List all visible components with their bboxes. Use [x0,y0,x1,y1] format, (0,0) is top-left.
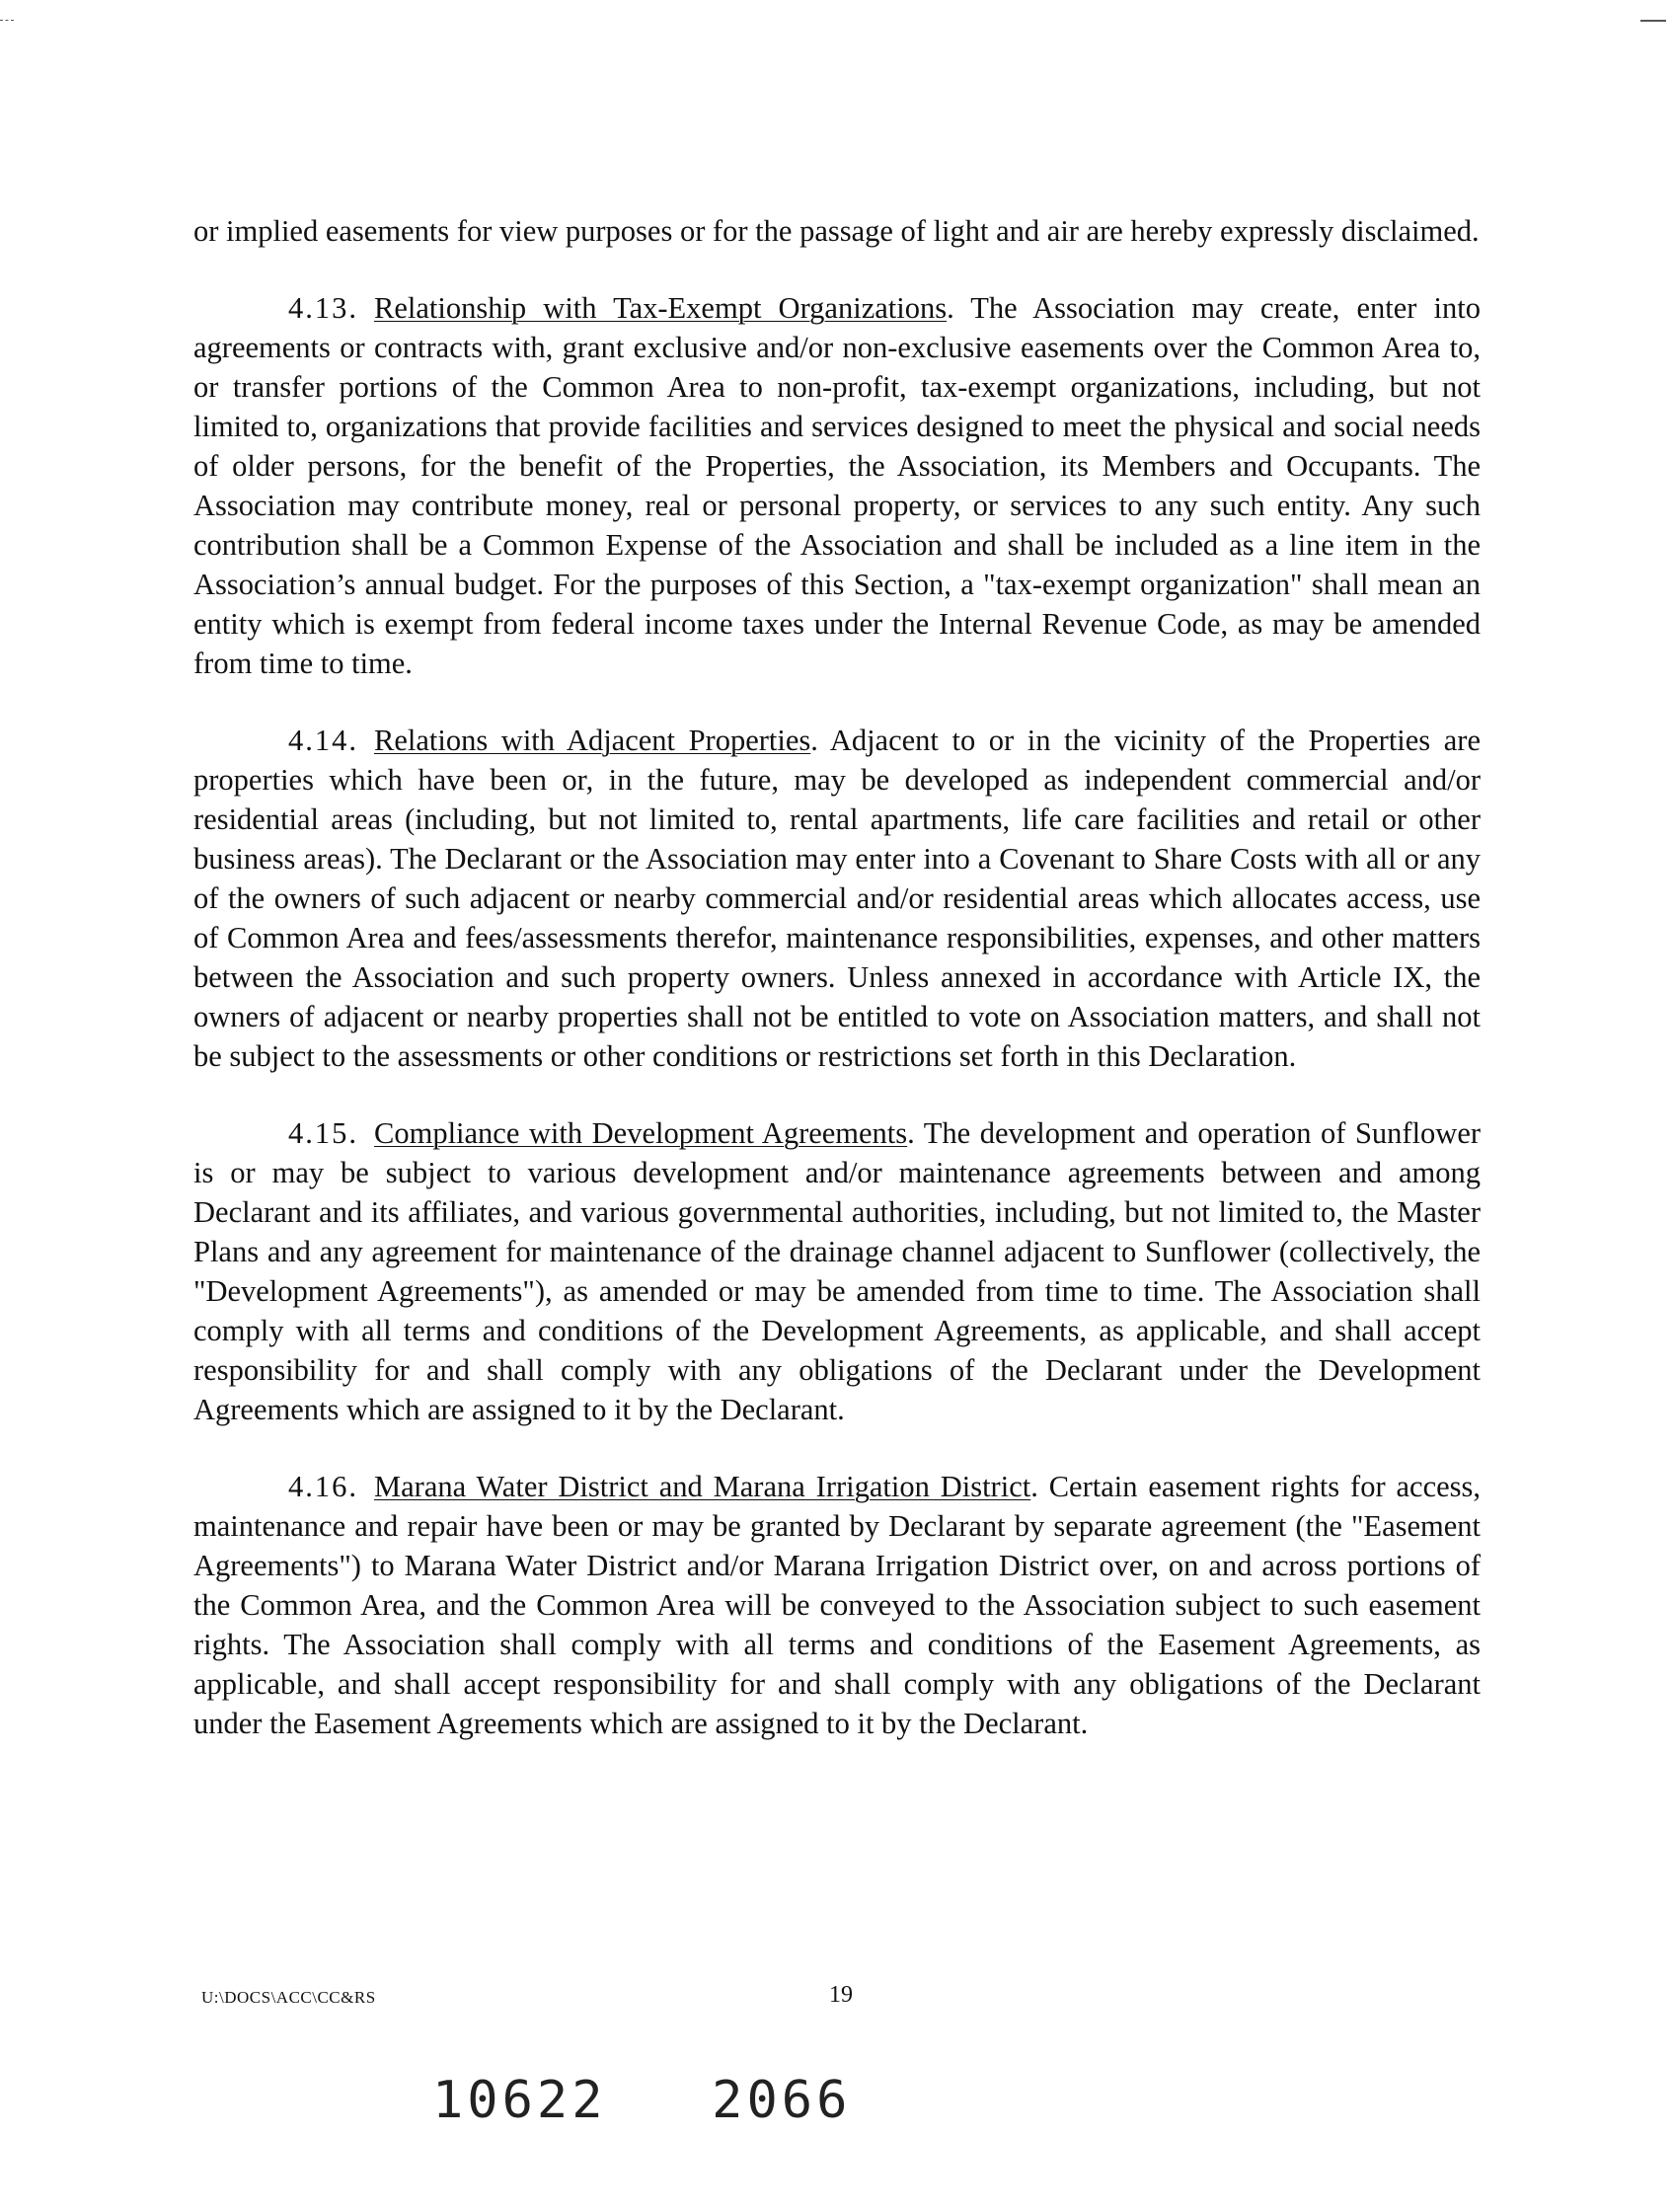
footer-file-path: U:\DOCS\ACC\CC&RS [201,1988,376,2007]
section-body: Adjacent to or in the vicinity of the Properties are properties which have been or, in the future, may be developed as independent commercial and/or residential areas (including, but not limited to, rental apartments, life care facilities and retail or other business areas). The Declarant or the Association may enter into a Covenant to Share Costs with all or any of the owners of such adjacent or nearby commercial and/or residential areas which allocates access, use of Common Area and fees/assessments therefor, maintenance responsibilities, expenses, and other matters between the Association and such property owners. Unless annexed in accordance with Article IX, the owners of adjacent or nearby properties shall not be entitled to vote on Association matters, and shall not be subject to the assessments or other conditions or restrictions set forth in this Declaration. [193,724,1481,1073]
section-number: 4.14. [288,724,358,757]
intro-paragraph: or implied easements for view purposes or for the passage of light and air are hereby expressly disclaimed. [193,214,1480,248]
section-heading: Relationship with Tax-Exempt Organizations [374,291,948,325]
section-number: 4.16. [288,1470,358,1503]
scan-corner-mark-left [0,20,14,21]
section-body: The development and operation of Sunflower is or may be subject to various development and/or maintenance agreements between and among Declarant and its affiliates, and various governmental authorities, including, but not limited to, the Master Plans and any agreement for maintenance of the drainage channel adjacent to Sunflower (collectively, the "Development Agreements"), as amended or may be amended from time to time. The Association shall comply with all terms and conditions of the Development Agreements, as applicable, and shall accept responsibility for and shall comply with any obligations of the Declarant under the Development Agreements which are assigned to it by the Declarant. [193,1116,1482,1426]
section-heading: Compliance with Development Agreements [374,1116,908,1150]
section-heading: Marana Water District and Marana Irrigation District [374,1470,1031,1503]
section-4-15: 4.15. Compliance with Development Agreements. The development and operation of Sunflower is or may be subject to various development and/or maintenance agreements between and among Declarant and its affiliates, and various governmental authorities, including, but not limited to, the Master Plans and any agreement for maintenance of the drainage channel adjacent to Sunflower (collectively, the "Development Agreements"), as amended or may be amended from time to time. The Association shall comply with all terms and conditions of the Development Agreements, as applicable, and shall accept responsibility for and shall comply with any obligations of the Declarant under the Development Agreements which are assigned to it by the Declarant. [193,1113,1481,1429]
page-number: 19 [829,1982,853,2008]
section-4-14: 4.14. Relations with Adjacent Properties. Adjacent to or in the vicinity of the Properties are properties which have been or, in the future, may be developed as independent commercial and/or residential areas (including, but not limited to, rental apartments, life care facilities and retail or other business areas). The Declarant or the Association may enter into a Covenant to Share Costs with all or any of the owners of such adjacent or nearby commercial and/or residential areas which allocates access, use of Common Area and fees/assessments therefor, maintenance responsibilities, expenses, and other matters between the Association and such property owners. Unless annexed in accordance with Article IX, the owners of adjacent or nearby properties shall not be entitled to vote on Association matters, and shall not be subject to the assessments or other conditions or restrictions set forth in this Declaration. [193,721,1481,1076]
recording-stamp: 10622 2066 [432,2071,852,2130]
section-4-16: 4.16. Marana Water District and Marana Irrigation District. Certain easement rights for access, maintenance and repair have been or may be granted by Declarant by separate agreement (the "Easement Agreements") to Marana Water District and/or Marana Irrigation District over, on and across portions of the Common Area, and the Common Area will be conveyed to the Association subject to such easement rights. The Association shall comply with all terms and conditions of the Easement Agreements, as applicable, and shall accept responsibility for and shall comply with any obligations of the Declarant under the Easement Agreements which are assigned to it by the Declarant. [193,1467,1481,1743]
section-body: Certain easement rights for access, maintenance and repair have been or may be granted by Declarant by separate agreement (the "Easement Agreements") to Marana Water District and/or Marana Irrigation District over, on and across portions of the Common Area, and the Common Area will be conveyed to the Association subject to such easement rights. The Association shall comply with all terms and conditions of the Easement Agreements, as applicable, and shall accept responsibility for and shall comply with any obligations of the Declarant under the Easement Agreements which are assigned to it by the Declarant. [193,1470,1482,1740]
section-number: 4.15. [288,1116,358,1150]
section-body: The Association may create, enter into agreements or contracts with, grant exclusive and/or non-exclusive easements over the Common Area to, or transfer portions of the Common Area to non-profit, tax-exempt organizations, including, but not limited to, organizations that provide facilities and services designed to meet the physical and social needs of older persons, for the benefit of the Properties, the Association, its Members and Occupants. The Association may contribute money, real or personal property, or services to any such entity. Any such contribution shall be a Common Expense of the Association and shall be included as a line item in the Association’s annual budget. For the purposes of this Section, a "tax-exempt organization" shall mean an entity which is exempt from federal income taxes under the Internal Revenue Code, as may be amended from time to time. [193,291,1481,680]
document-body [193,211,1481,1781]
section-4-13: 4.13. Relationship with Tax-Exempt Organizations. The Association may create, enter into agreements or contracts with, grant exclusive and/or non-exclusive easements over the Common Area to, or transfer portions of the Common Area to non-profit, tax-exempt organizations, including, but not limited to, organizations that provide facilities and services designed to meet the physical and social needs of older persons, for the benefit of the Properties, the Association, its Members and Occupants. The Association may contribute money, real or personal property, or services to any such entity. Any such contribution shall be a Common Expense of the Association and shall be included as a line item in the Association’s annual budget. For the purposes of this Section, a "tax-exempt organization" shall mean an entity which is exempt from federal income taxes under the Internal Revenue Code, as may be amended from time to time. [193,288,1481,683]
section-heading: Relations with Adjacent Properties [374,724,811,757]
scan-corner-mark-right [1640,20,1666,22]
section-number: 4.13. [288,291,358,325]
